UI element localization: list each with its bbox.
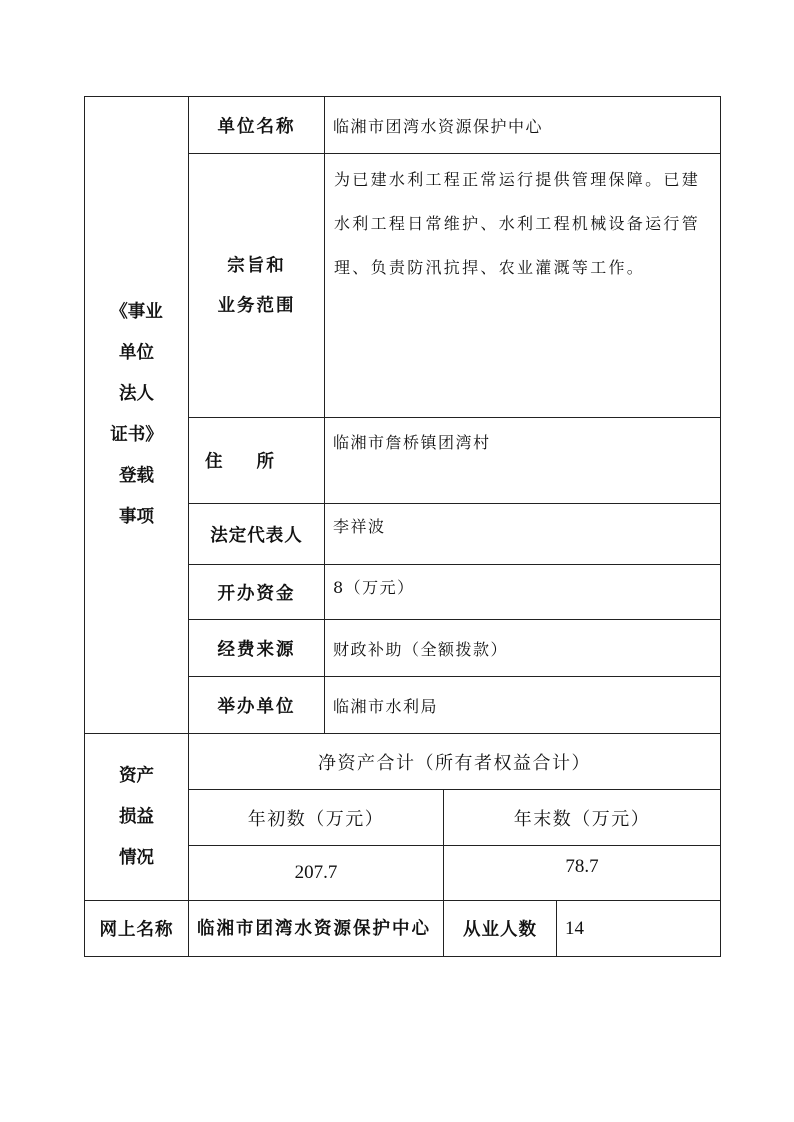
purpose-scope-label [189, 154, 325, 418]
begin-of-year-header: 年初数（万元） [189, 790, 444, 846]
sponsor-label: 举办单位 [189, 677, 325, 734]
purpose-scope-label-line-1: 宗旨和 [227, 255, 286, 276]
assets-label-line-2: 损益 [119, 806, 154, 827]
funding-source-label: 经费来源 [189, 620, 325, 677]
online-name-value: 临湘市团湾水资源保护中心 [189, 901, 444, 957]
staff-count-value: 14 [557, 901, 721, 957]
registration-table [84, 96, 721, 957]
assets-label-line-1: 资产 [119, 765, 154, 786]
unit-name-value: 临湘市团湾水资源保护中心 [325, 97, 721, 154]
unit-name-label: 单位名称 [189, 97, 325, 154]
assets-label-line-3: 情况 [119, 847, 154, 868]
unit-name-row [85, 97, 721, 154]
sponsor-value: 临湘市水利局 [325, 677, 721, 734]
online-name-label: 网上名称 [85, 901, 189, 957]
end-of-year-header: 年末数（万元） [444, 790, 721, 846]
certificate-label-line-1: 《事业 [110, 302, 163, 322]
address-label-cell [189, 418, 325, 504]
certificate-label-line-5: 登载 [119, 466, 154, 486]
address-label: 住所 [205, 452, 308, 472]
net-assets-header-row [85, 734, 721, 790]
staff-count-label: 从业人数 [444, 901, 557, 957]
address-value: 临湘市詹桥镇团湾村 [325, 418, 721, 504]
certificate-label-line-4: 证书》 [110, 425, 163, 445]
funding-source-value: 财政补助（全额拨款） [325, 620, 721, 677]
registration-sheet [84, 96, 720, 957]
online-name-row [85, 901, 721, 957]
legal-rep-label: 法定代表人 [189, 504, 325, 565]
purpose-scope-value: 为已建水利工程正常运行提供管理保障。已建水利工程日常维护、水利工程机械设备运行管理、负责防汛抗捍、农业灌溉等工作。 [325, 154, 721, 418]
startup-funds-value: 8（万元） [325, 565, 721, 620]
certificate-items-label [85, 97, 189, 734]
certificate-label-line-2: 单位 [119, 343, 154, 363]
purpose-scope-label-line-2: 业务范围 [217, 295, 296, 316]
certificate-label-line-3: 法人 [119, 384, 154, 404]
startup-funds-label: 开办资金 [189, 565, 325, 620]
net-assets-header: 净资产合计（所有者权益合计） [189, 734, 721, 790]
begin-of-year-value: 207.7 [189, 846, 444, 901]
legal-rep-value: 李祥波 [325, 504, 721, 565]
assets-label [85, 734, 189, 901]
certificate-label-line-6: 事项 [119, 507, 154, 527]
end-of-year-value: 78.7 [444, 846, 721, 901]
